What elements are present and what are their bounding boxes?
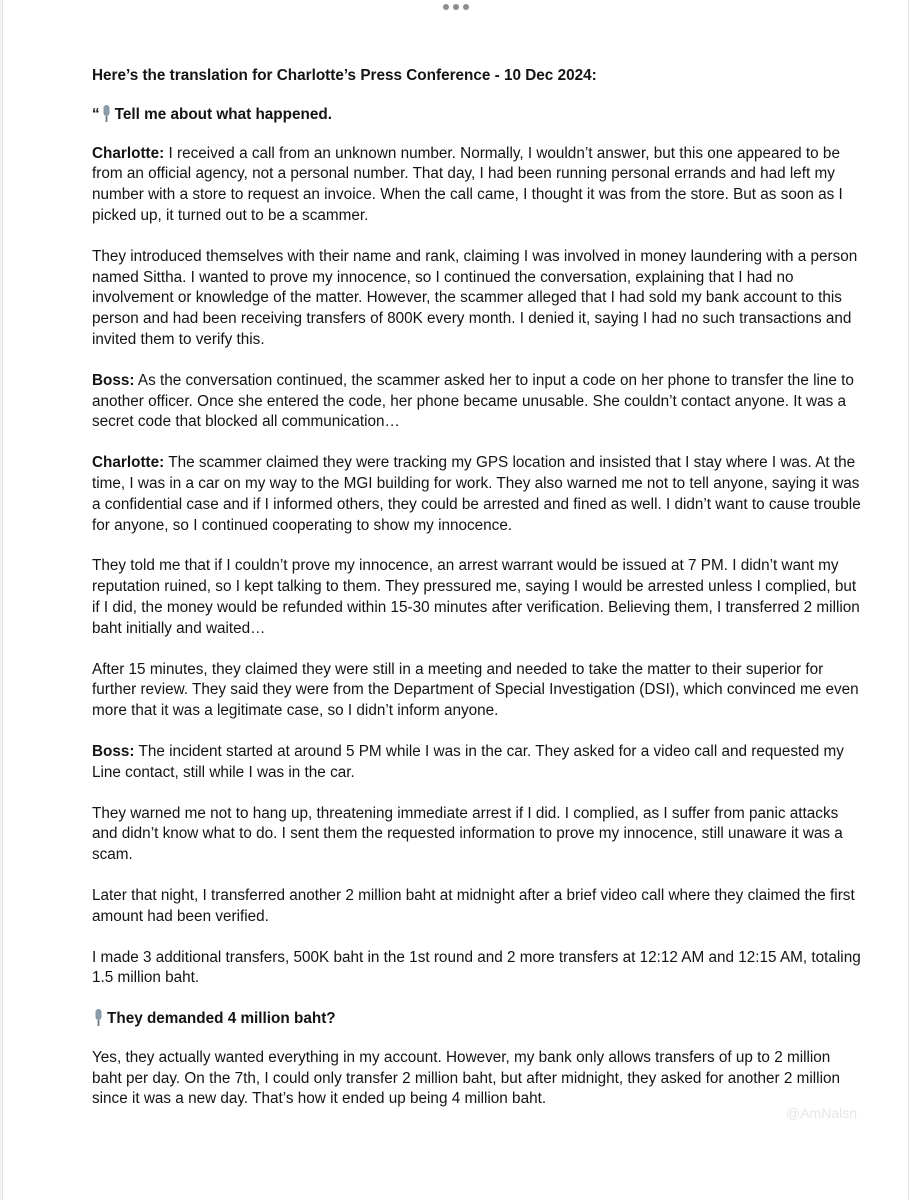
paragraph-text: As the conversation continued, the scammer asked her to input a code on her phone to transfer the line to another officer. Once she entered the code, her phone became unusable. She couldn’t contact anyone. It was a secret code that blocked all communication… [92, 371, 854, 431]
microphone-icon [94, 1009, 103, 1026]
dot-icon [463, 4, 469, 10]
paragraph-1 [92, 144, 862, 227]
paragraph-11: Yes, they actually wanted everything in my account. However, my bank only allows transfers of up to 2 million baht per day. On the 7th, I could only transfer 2 million baht, but after midnight, they asked for another 2 million since it was a new day. That’s how it ended up being 4 million baht. [92, 1048, 840, 1108]
speaker-label: Boss: [92, 371, 135, 389]
paragraph-9: Later that night, I transferred another 2 million baht at midnight after a brief video call where they claimed the first amount had been verified. [92, 886, 855, 925]
paragraph-5: They told me that if I couldn’t prove my innocence, an arrest warrant would be issued at 7 PM. I didn’t want my reputation ruined, so I kept talking to them. They pressured me, saying I would be arrested unless I complied, but if I did, the money would be refunded within 15-30 minutes after verification. Believing them, I transferred 2 million baht initially and waited… [92, 557, 860, 637]
paragraph-8: They warned me not to hang up, threatening immediate arrest if I did. I complied, as I suffer from panic attacks and didn’t know what to do. I sent them the requested information to prove my innocence, still unaware it was a scam. [92, 804, 843, 864]
watermark: @AmNalsn [786, 1105, 858, 1121]
speaker-label: Charlotte: [92, 454, 165, 472]
question-1-text: Tell me about what happened. [114, 105, 332, 123]
paragraph-text: The scammer claimed they were tracking my GPS location and insisted that I stay where I was. At the time, I was in a car on my way to the MGI building for work. They also warned me not to tell anyone, saying it was a confidential case and if I informed others, they could be arrested and fined as well. I didn’t want to cause trouble for anyone, so I continued cooperating to show my innocence. [92, 454, 861, 534]
more-options-icon[interactable] [3, 4, 908, 14]
microphone-icon [102, 105, 111, 122]
paragraph-6: After 15 minutes, they claimed they were still in a meeting and needed to take the matter to their superior for further review. They said they were from the Department of Special Investigation (DSI), which convinced me even more that it was a legitimate case, so I didn’t inform anyone. [92, 660, 859, 720]
speaker-label: Charlotte: [92, 144, 165, 162]
document-title: Here’s the translation for Charlotte’s Press Conference - 10 Dec 2024: [92, 67, 597, 84]
question-1 [92, 105, 862, 126]
open-quote: “ [92, 105, 100, 123]
paragraph-7 [92, 742, 862, 784]
question-2 [92, 1009, 862, 1030]
document-page [2, 0, 909, 1200]
paragraph-2: They introduced themselves with their name and rank, claiming I was involved in money laundering with a person named Sittha. I wanted to prove my innocence, so I continued the conversation, explaining that I had no involvement or knowledge of the matter. However, the scammer alleged that I had sold my bank account to this person and had been receiving transfers of 800K every month. I denied it, saying I had no such transactions and invited them to verify this. [92, 247, 858, 348]
question-2-text: They demanded 4 million baht? [107, 1010, 336, 1028]
paragraph-text: The incident started at around 5 PM while I was in the car. They asked for a video call and requested my Line contact, still while I was in the car. [92, 742, 844, 781]
dot-icon [443, 4, 449, 10]
speaker-label: Boss: [92, 742, 135, 760]
document-content [92, 66, 862, 1130]
paragraph-4 [92, 453, 862, 536]
paragraph-3 [92, 371, 862, 433]
paragraph-text: I received a call from an unknown number. Normally, I wouldn’t answer, but this one appeared to be from an official agency, not a personal number. That day, I had been running personal errands and had left my number with a store to request an invoice. When the call came, I thought it was from the store. But as soon as I picked up, it turned out to be a scammer. [92, 144, 843, 224]
dot-icon [453, 4, 459, 10]
paragraph-10: I made 3 additional transfers, 500K baht in the 1st round and 2 more transfers at 12:12 AM and 12:15 AM, totaling 1.5 million baht. [92, 948, 861, 987]
